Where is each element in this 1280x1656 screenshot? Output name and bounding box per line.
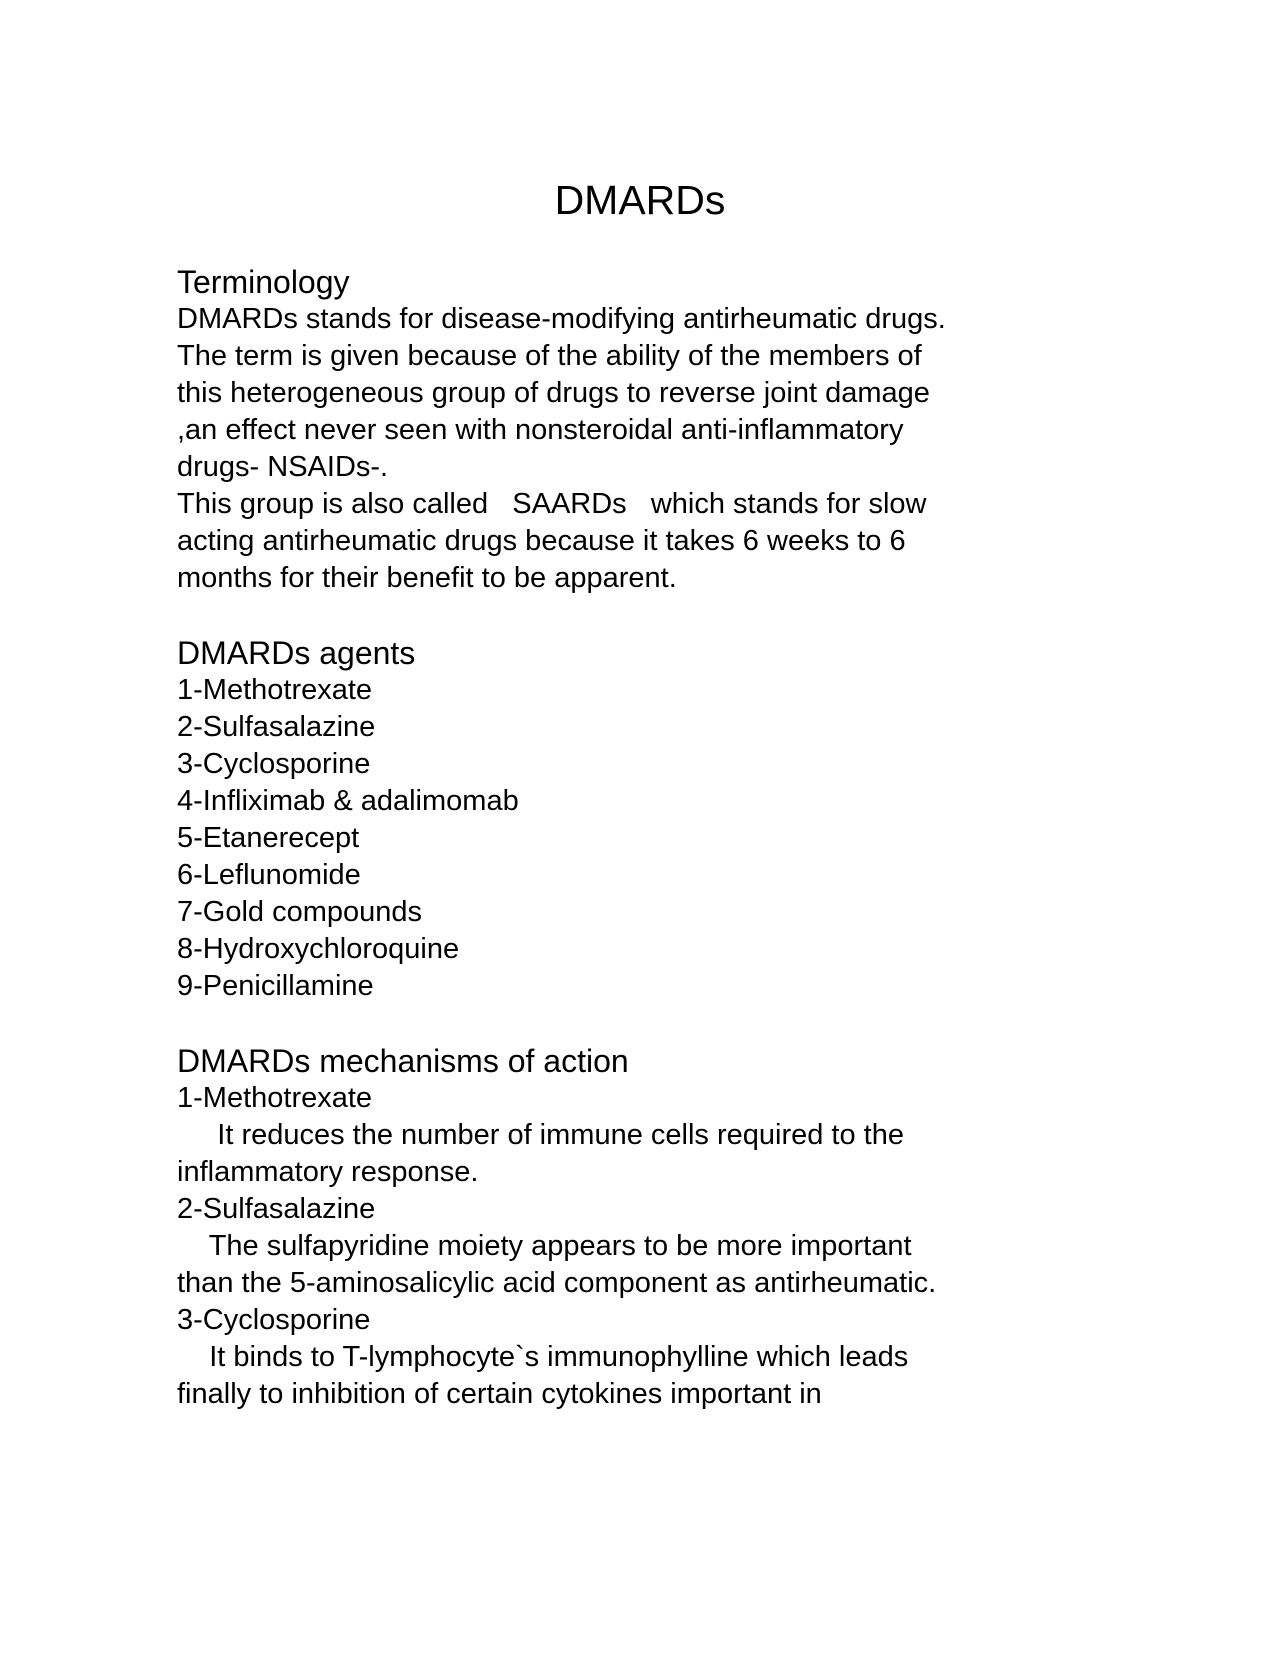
paragraph-line: The term is given because of the ability of the members of	[177, 340, 922, 372]
page-title: DMARDs	[554, 177, 726, 223]
paragraph-line: drugs- NSAIDs-.	[177, 451, 389, 483]
section-spacer	[177, 597, 1057, 634]
list-item: 4-Infliximab & adalimomab	[177, 785, 519, 817]
paragraph-line: finally to inhibition of certain cytokines important in	[177, 1378, 822, 1410]
list-item: 5-Etanerecept	[177, 822, 360, 854]
list-item: 1-Methotrexate	[177, 674, 373, 706]
list-item: 7-Gold compounds	[177, 896, 423, 928]
paragraph-line: months for their benefit to be apparent.	[177, 562, 677, 594]
list-item: 9-Penicillamine	[177, 970, 374, 1002]
paragraph-line: acting antirheumatic drugs because it takes 6 weeks to 6	[177, 525, 906, 557]
section-dmards-agents	[177, 634, 1057, 1005]
paragraph-line: It reduces the number of immune cells required to the	[177, 1119, 904, 1151]
section-heading-terminology: Terminology	[177, 264, 350, 300]
list-item: 8-Hydroxychloroquine	[177, 933, 460, 965]
paragraph-line: 3-Cyclosporine	[177, 1304, 371, 1336]
paragraph-line: inflammatory response.	[177, 1156, 479, 1188]
section-terminology	[177, 263, 1057, 597]
paragraph-line: It binds to T-lymphocyte`s immunophylline which leads	[177, 1341, 909, 1373]
document-body	[177, 263, 1057, 1413]
paragraph-line: 1-Methotrexate	[177, 1082, 373, 1114]
paragraph-line: than the 5-aminosalicylic acid component as antirheumatic.	[177, 1267, 937, 1299]
paragraph-line: 2-Sulfasalazine	[177, 1193, 376, 1225]
section-dmards-mechanisms	[177, 1042, 1057, 1413]
section-spacer	[177, 1005, 1057, 1042]
list-item: 6-Leflunomide	[177, 859, 361, 891]
section-heading-dmards-agents: DMARDs agents	[177, 635, 416, 671]
paragraph-line: The sulfapyridine moiety appears to be more important	[177, 1230, 912, 1262]
paragraph-line: ,an effect never seen with nonsteroidal anti-inflammatory	[177, 414, 904, 446]
list-item: 3-Cyclosporine	[177, 748, 371, 780]
section-heading-dmards-mechanisms: DMARDs mechanisms of action	[177, 1043, 629, 1079]
paragraph-line: this heterogeneous group of drugs to reverse joint damage	[177, 377, 930, 409]
paragraph-line: This group is also called SAARDs which stands for slow	[177, 488, 927, 520]
list-item: 2-Sulfasalazine	[177, 711, 376, 743]
paragraph-line: DMARDs stands for disease-modifying antirheumatic drugs.	[177, 303, 946, 335]
